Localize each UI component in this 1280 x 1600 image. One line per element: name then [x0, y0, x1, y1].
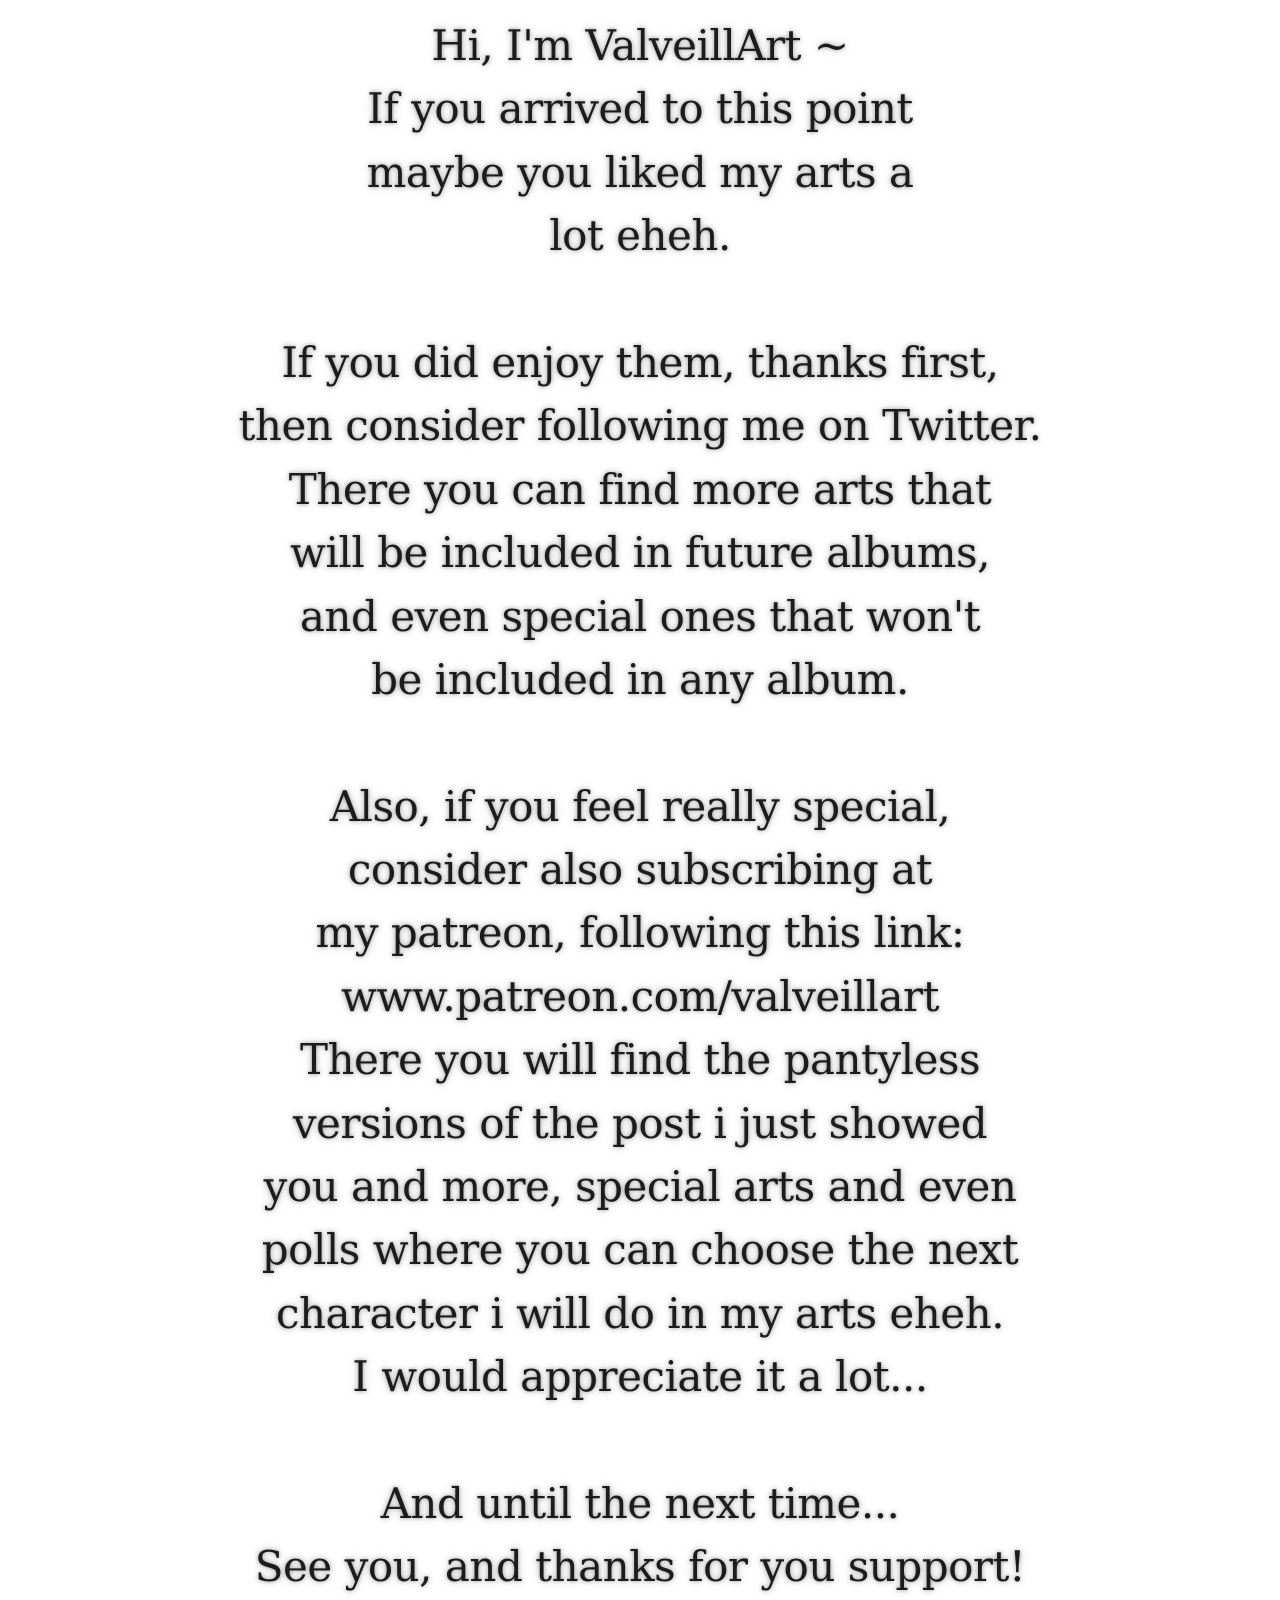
text-line: then consider following me on Twitter. [238, 401, 1042, 451]
text-line: will be included in future albums, [290, 528, 990, 578]
text-line: maybe you liked my arts a [366, 147, 914, 197]
text-line: lot eheh. [549, 211, 731, 261]
paragraph-gap [0, 711, 1280, 774]
paragraph-gap [0, 268, 1280, 331]
patreon-url-line: www.patreon.com/valveillart [340, 971, 939, 1021]
text-line: you and more, special arts and even [263, 1162, 1017, 1212]
text-line: If you arrived to this point [367, 84, 913, 134]
text-line: and even special ones that won't [299, 591, 981, 641]
text-line: consider also subscribing at [347, 845, 933, 895]
message-text [0, 14, 1280, 1599]
paragraph-gap [0, 1409, 1280, 1472]
greeting-line: Hi, I'm ValveillArt ~ [431, 21, 849, 70]
closing-line: See you, and thanks for you support! [254, 1542, 1026, 1592]
text-line: character i will do in my arts eheh. [275, 1288, 1005, 1338]
text-line: my patreon, following this link: [315, 908, 965, 958]
text-line: versions of the post i just showed [292, 1098, 988, 1148]
text-line: be included in any album. [371, 654, 909, 704]
text-line: polls where you can choose the next [261, 1225, 1019, 1275]
text-line: If you did enjoy them, thanks first, [281, 337, 999, 387]
text-line: I would appreciate it a lot... [352, 1352, 928, 1402]
text-line: There you can find more arts that [288, 464, 992, 514]
text-line: There you will find the pantyless [299, 1035, 981, 1085]
text-line: And until the next time... [380, 1478, 900, 1528]
text-line: Also, if you feel really special, [329, 781, 951, 831]
